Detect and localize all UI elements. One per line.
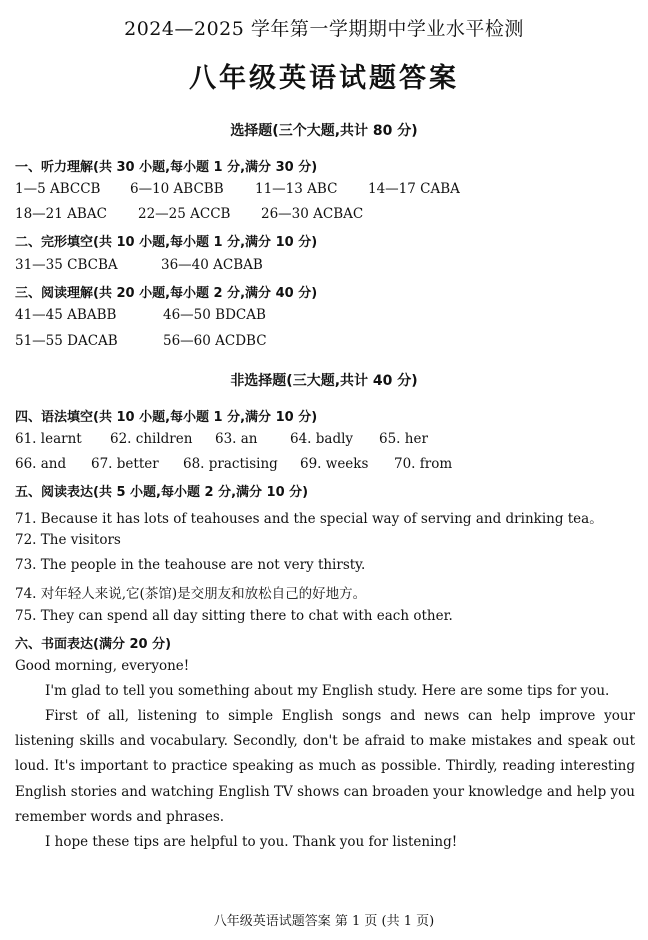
document-title: 八年级英语试题答案 xyxy=(189,63,459,94)
answer-item: 66. and xyxy=(15,456,67,472)
answer-group: 26—30 ACBAC xyxy=(261,206,364,222)
exam-title: 2024—2025 学年第一学期期中学业水平检测 xyxy=(124,18,524,40)
section3-row2 xyxy=(15,333,635,353)
section4-heading: 四、语法填空(共 10 小题,每小题 1 分,满分 10 分) xyxy=(15,410,318,425)
section4-row2 xyxy=(15,456,635,476)
answer-group: 6—10 ABCBB xyxy=(130,181,224,197)
section2-heading: 二、完形填空(共 10 小题,每小题 1 分,满分 10 分) xyxy=(15,235,318,250)
answer-72: 72. The visitors xyxy=(15,532,121,548)
answer-group: 11—13 ABC xyxy=(255,181,338,197)
answer-group: 46—50 BDCAB xyxy=(163,307,266,323)
answer-73: 73. The people in the teahouse are not very thirsty. xyxy=(15,557,366,573)
answer-group: 51—55 DACAB xyxy=(15,333,118,349)
answer-item: 67. better xyxy=(91,456,159,472)
answer-group: 36—40 ACBAB xyxy=(161,257,263,273)
part1-title: 选择题(三个大题,共计 80 分) xyxy=(230,123,418,139)
part2-title: 非选择题(三大题,共计 40 分) xyxy=(230,373,418,389)
answer-item: 70. from xyxy=(394,456,453,472)
essay-greeting: Good morning, everyone! xyxy=(15,658,190,674)
answer-71: 71. Because it has lots of teahouses and the special way of serving and drinking tea。 xyxy=(15,511,603,527)
section2-row1 xyxy=(15,257,635,277)
section3-heading: 三、阅读理解(共 20 小题,每小题 2 分,满分 40 分) xyxy=(15,286,318,301)
essay-paragraph-3: I hope these tips are helpful to you. Thank you for listening! xyxy=(45,834,458,850)
answer-74: 74. 对年轻人来说,它(茶馆)是交朋友和放松自己的好地方。 xyxy=(15,586,367,602)
answer-group: 22—25 ACCB xyxy=(138,206,231,222)
section5-heading: 五、阅读表达(共 5 小题,每小题 2 分,满分 10 分) xyxy=(15,485,309,500)
section6-heading: 六、书面表达(满分 20 分) xyxy=(15,637,172,652)
essay-paragraph-1: I'm glad to tell you something about my English study. Here are some tips for you. xyxy=(45,683,610,699)
answer-item: 68. practising xyxy=(183,456,278,472)
answer-group: 41—45 ABABB xyxy=(15,307,117,323)
answer-group: 18—21 ABAC xyxy=(15,206,107,222)
page-footer: 八年级英语试题答案 第 1 页 (共 1 页) xyxy=(213,914,435,929)
answer-item: 63. an xyxy=(215,431,258,447)
section3-row1 xyxy=(15,307,635,327)
answer-item: 69. weeks xyxy=(300,456,369,472)
essay-paragraph-2: First of all, listening to simple English songs and news can help improve your listening skills and vocabulary. Secondly, don't be afraid to make mistakes and speak out loud. It's important to practice speaking as much as possible. Thirdly, reading interesting English stories and watching English TV shows can broaden your knowledge and help you remember words and phrases. xyxy=(15,708,635,825)
answer-75: 75. They can spend all day sitting there to chat with each other. xyxy=(15,608,453,624)
answer-group: 14—17 CABA xyxy=(368,181,460,197)
section1-heading: 一、听力理解(共 30 小题,每小题 1 分,满分 30 分) xyxy=(15,160,318,175)
answer-group: 31—35 CBCBA xyxy=(15,257,118,273)
answer-item: 61. learnt xyxy=(15,431,82,447)
answer-item: 64. badly xyxy=(290,431,354,447)
answer-group: 1—5 ABCCB xyxy=(15,181,101,197)
answer-item: 65. her xyxy=(379,431,428,447)
answer-group: 56—60 ACDBC xyxy=(163,333,267,349)
section1-row2 xyxy=(15,206,635,226)
section1-row1 xyxy=(15,181,635,201)
section4-row1 xyxy=(15,431,635,451)
answer-item: 62. children xyxy=(110,431,193,447)
